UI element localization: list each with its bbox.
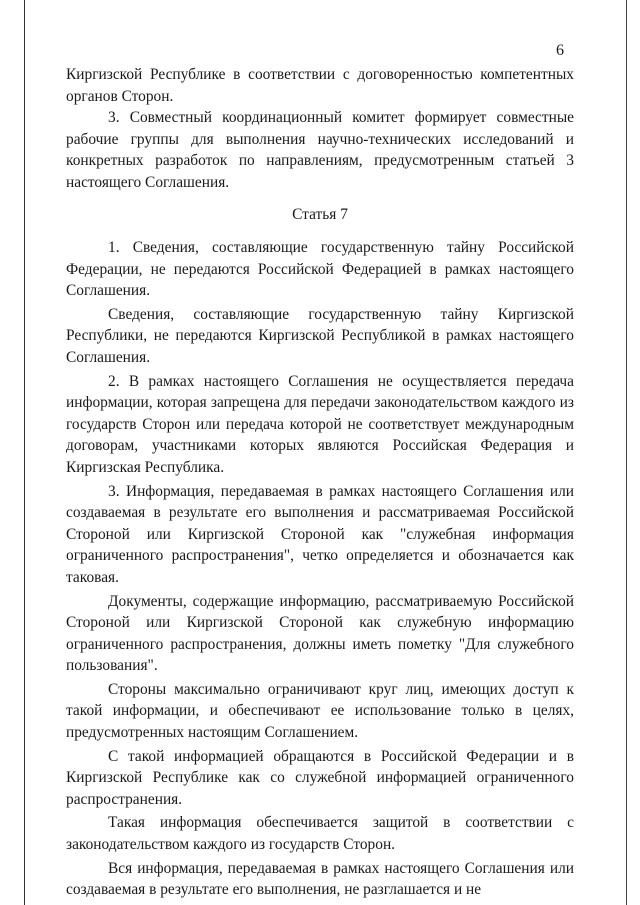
article-text-block xyxy=(66,237,574,901)
paragraph-continuation: Киргизской Республике в соответствии с договоренностью компетентных органов Сторон. xyxy=(66,66,574,105)
article-paragraph-7: С такой информацией обращаются в Российской Федерации и в Киргизской Республике как со служебной информацией ограниченного распространения. xyxy=(66,747,574,808)
article-paragraph-6: Стороны максимально ограничивают круг лиц, имеющих доступ к такой информации, и обеспечивают ее использование только в целях, предусмотренных настоящим Соглашением. xyxy=(66,680,574,742)
article-paragraph-5: Документы, содержащие информацию, рассматриваемую Российской Стороной или Киргизской Стороной как служебную информацию ограниченного распространения, должны иметь пометку "Для служебного пользования". xyxy=(66,592,574,675)
scan-border-left xyxy=(24,0,25,905)
article-heading: Статья 7 xyxy=(292,206,348,223)
scan-border-right xyxy=(626,0,627,905)
article-paragraph-8: Такая информация обеспечивается защитой в соответствии с законодательством каждого из государств Сторон. xyxy=(66,814,574,854)
article-paragraph-1: 1. Сведения, составляющие государственную тайну Российской Федерации, не передаются Российской Федерацией в рамках настоящего Соглашения. xyxy=(66,239,574,300)
article-paragraph-3: 2. В рамках настоящего Соглашения не осуществляется передача информации, которая запрещена для передачи законодательством каждого из государств Сторон или передача которой не соответствует международным договорам, участниками которых являются Российская Федерация и Киргизская Республика. xyxy=(66,372,574,476)
top-text-block xyxy=(66,64,574,194)
article-paragraph-9: Вся информация, передаваемая в рамках настоящего Соглашения или создаваемая в результате его выполнения, не разглашается и не xyxy=(66,859,574,899)
paragraph-committee: 3. Совместный координационный комитет формирует совместные рабочие группы для выполнения научно-технических исследований и конкретных разработок по направлениям, предусмотренным статьей 3 настоящего Соглашения. xyxy=(66,109,574,191)
article-paragraph-2: Сведения, составляющие государственную тайну Киргизской Республики, не передаются Киргизской Республикой в рамках настоящего Соглашения. xyxy=(66,305,574,366)
page-number: 6 xyxy=(556,42,564,59)
article-paragraph-4: 3. Информация, передаваемая в рамках настоящего Соглашения или создаваемая в результате его выполнения и рассматриваемая Российской Стороной или Киргизской Стороной как "служебная информация ограниченного распространения", четко определяется и обозначается как таковая. xyxy=(66,482,574,586)
